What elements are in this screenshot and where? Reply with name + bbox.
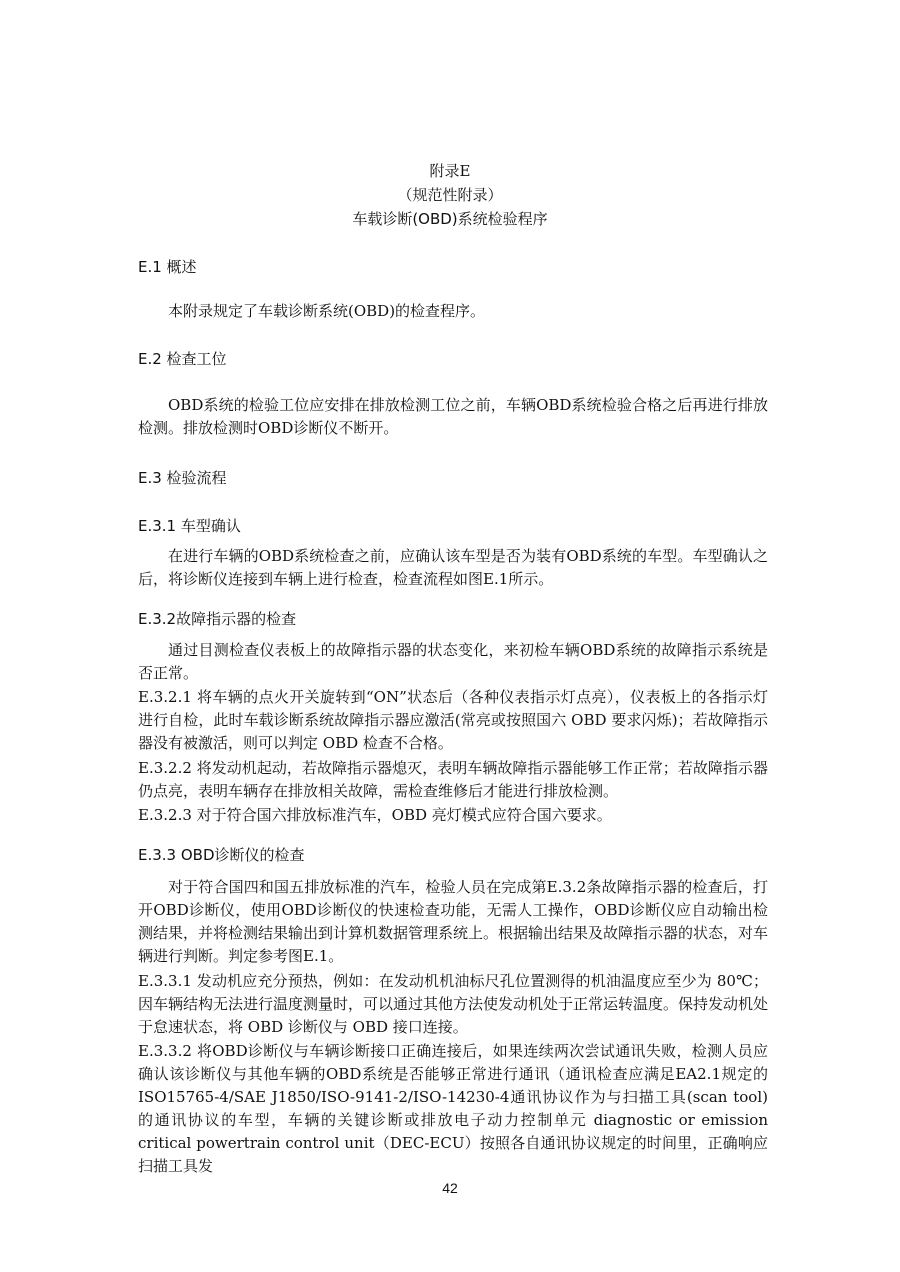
section-e31-heading: E.3.1 车型确认 (138, 517, 241, 535)
clause-e323-text: E.3.2.3 对于符合国六排放标准汽车，OBD 亮灯模式应符合国六要求。 (138, 806, 612, 824)
section-e33-heading: E.3.3 OBD诊断仪的检查 (138, 846, 305, 864)
clause-e321-text: E.3.2.1 将车辆的点火开关旋转到“ON”状态后（各种仪表指示灯点亮），仪表板上的各指示灯进行自检，此时车载诊断系统故障指示器应激活(常亮或按照国六 OBD 要求闪烁)；若故障指示器没有被激活，则可以判定 OBD 检查不合格。 (138, 688, 768, 752)
clause-e332-text: E.3.3.2 将OBD诊断仪与车辆诊断接口正确连接后，如果连续两次尝试通讯失败，检测人员应确认该诊断仪与其他车辆的OBD系统是否能够正常进行通讯（通讯检查应满足EA2.1规定的ISO15765-4/SAE J1850/ISO-9141-2/ISO-14230-4通讯协议作为与扫描工具(scan tool)的通讯协议的车型，车辆的关键诊断或排放电子动力控制单元 diagnostic or emission critical powertrain control unit（DEC-ECU）按照各自通讯协议规定的时间里，正确响应扫描工具发 (138, 1042, 768, 1175)
section-e32-text: 通过目测检查仪表板上的故障指示器的状态变化，来初检车辆OBD系统的故障指示系统是否正常。 (138, 641, 768, 682)
clause-e331-text: E.3.3.1 发动机应充分预热，例如：在发动机机油标尺孔位置测得的机油温度应至少为 80℃；因车辆结构无法进行温度测量时，可以通过其他方法使发动机处于正常运转温度。保持发动机处于怠速状态，将 OBD 诊断仪与 OBD 接口连接。 (138, 972, 769, 1036)
section-e1-heading: E.1 概述 (138, 258, 197, 276)
section-e1-text: 本附录规定了车载诊断系统(OBD)的检查程序。 (168, 302, 486, 320)
appendix-type: （规范性附录） (397, 186, 503, 204)
section-e31-text: 在进行车辆的OBD系统检查之前，应确认该车型是否为装有OBD系统的车型。车型确认之后，将诊断仪连接到车辆上进行检查，检查流程如图E.1所示。 (138, 547, 768, 588)
appendix-label: 附录E (429, 162, 471, 180)
section-e33-text: 对于符合国四和国五排放标准的汽车，检验人员在完成第E.3.2条故障指示器的检查后，打开OBD诊断仪，使用OBD诊断仪的快速检查功能，无需人工操作，OBD诊断仪应自动输出检测结果，并将检测结果输出到计算机数据管理系统上。根据输出结果及故障指示器的状态，对车辆进行判断。判定参考图E.1。 (138, 878, 769, 965)
clause-e322-text: E.3.2.2 将发动机起动，若故障指示器熄灭，表明车辆故障指示器能够工作正常；若故障指示器仍点亮，表明车辆存在排放相关故障，需检查维修后才能进行排放检测。 (138, 759, 768, 800)
appendix-title: 车载诊断(OBD)系统检验程序 (352, 210, 548, 228)
section-e2-heading: E.2 检查工位 (138, 350, 227, 368)
section-e3-heading: E.3 检验流程 (138, 469, 227, 487)
page-number: 42 (442, 1180, 458, 1196)
section-e32-heading: E.3.2故障指示器的检查 (138, 610, 297, 628)
section-e2-text: OBD系统的检验工位应安排在排放检测工位之前，车辆OBD系统检验合格之后再进行排放检测。排放检测时OBD诊断仪不断开。 (138, 396, 768, 437)
